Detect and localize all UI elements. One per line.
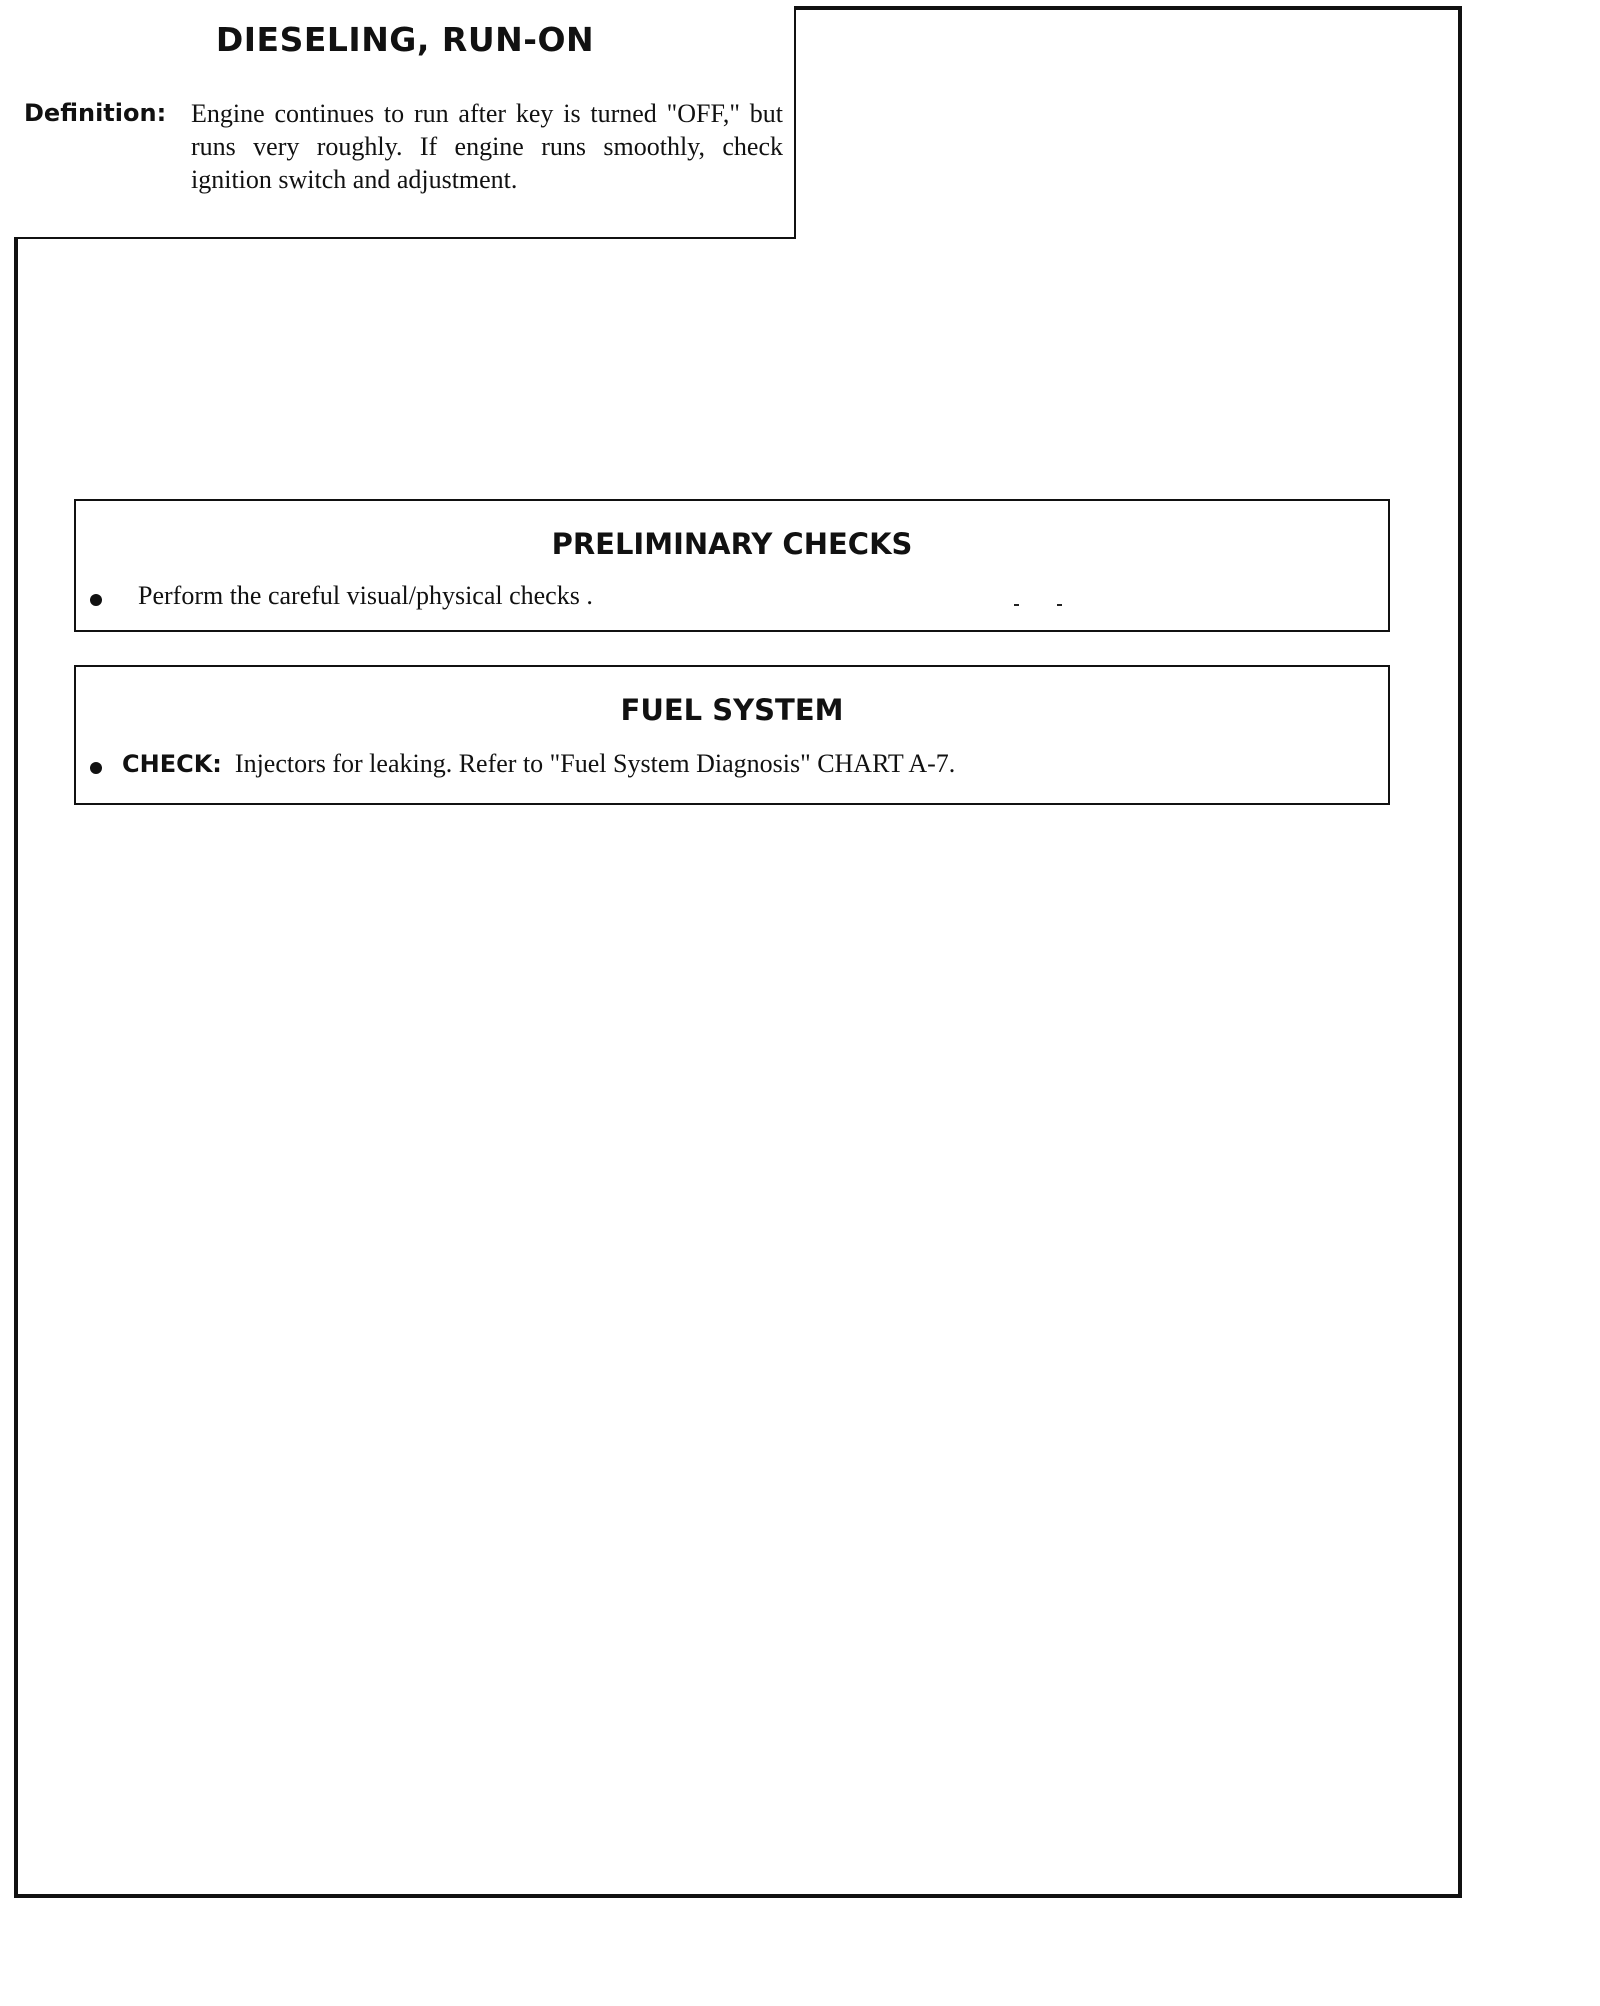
bullet-icon: [90, 594, 102, 606]
scan-speck: [1057, 604, 1062, 606]
definition-label: Definition:: [24, 99, 167, 127]
fuel-system-section: [74, 665, 1390, 805]
scan-speck: [1014, 604, 1019, 606]
check-item-text: Injectors for leaking. Refer to "Fuel System Diagnosis" CHART A-7.: [234, 749, 956, 778]
section-heading: FUEL SYSTEM: [620, 693, 844, 727]
page-frame: [14, 6, 1462, 1898]
page-title: DIESELING, RUN-ON: [215, 20, 595, 59]
check-item: [122, 749, 955, 779]
preliminary-checks-section: [74, 499, 1390, 632]
check-item: Perform the careful visual/physical checks .: [138, 581, 593, 610]
title-box: [14, 6, 796, 239]
check-label: CHECK:: [122, 750, 222, 778]
definition-text: Engine continues to run after key is turned "OFF," but runs very roughly. If engine runs smoothly, check ignition switch and adjustment.: [191, 99, 783, 194]
bullet-icon: [90, 762, 102, 774]
section-heading: PRELIMINARY CHECKS: [551, 527, 913, 561]
